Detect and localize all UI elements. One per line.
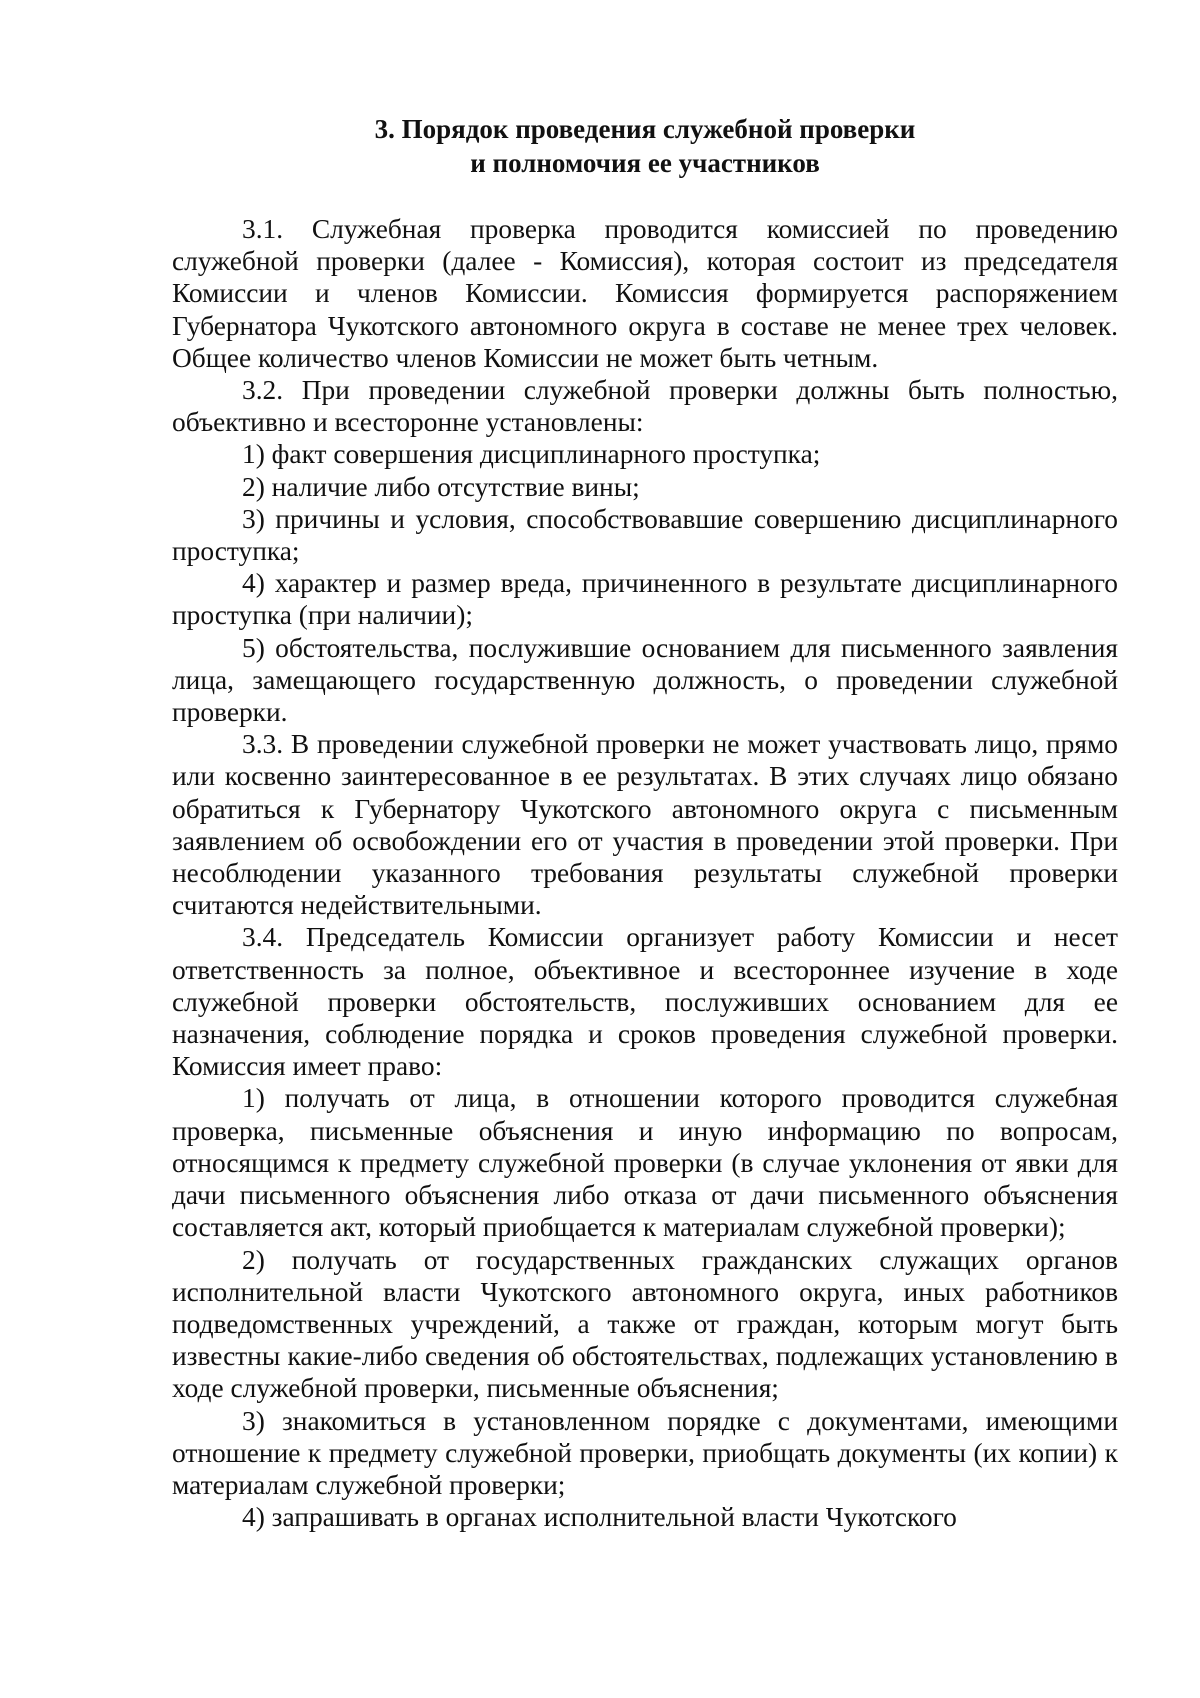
list-item-3-4-2: 2) получать от государственных гражданских служащих органов исполнительной власти Чукотского автономного округа, иных работников подведомственных учреждений, а также от граждан, которым могут быть известны какие-либо сведения об обстоятельствах, подлежащих установлению в ходе служебной проверки, письменные объяснения;: [172, 1244, 1118, 1404]
section-heading: [172, 112, 1118, 180]
list-item-3-2-3: 3) причины и условия, способствовавшие совершению дисциплинарного проступка;: [172, 503, 1118, 567]
paragraph-3-1: 3.1. Служебная проверка проводится комиссией по проведению служебной проверки (далее - Комиссия), которая состоит из председателя Комиссии и членов Комиссии. Комиссия формируется распоряжением Губернатора Чукотского автономного округа в составе не менее трех человек. Общее количество членов Комиссии не может быть четным.: [172, 214, 1118, 373]
paragraph-3-2: 3.2. При проведении служебной проверки должны быть полностью, объективно и всесторонне установлены:: [172, 375, 1118, 438]
list-item-3-2-4: 4) характер и размер вреда, причиненного в результате дисциплинарного проступка (при наличии);: [172, 568, 1118, 631]
document-body: [172, 213, 1118, 1533]
section-heading-line-1: 3. Порядок проведения служебной проверки: [374, 114, 916, 144]
list-item-3-2-5: 5) обстоятельства, послужившие основанием для письменного заявления лица, замещающего государственную должность, о проведении служебной проверки.: [172, 632, 1118, 728]
list-item-3-4-3: 3) знакомиться в установленном порядке с документами, имеющими отношение к предмету служебной проверки, приобщать документы (их копии) к материалам служебной проверки;: [172, 1405, 1118, 1500]
list-item-3-2-1: 1) факт совершения дисциплинарного проступка;: [242, 439, 821, 470]
paragraph-3-3: 3.3. В проведении служебной проверки не может участвовать лицо, прямо или косвенно заинтересованное в ее результатах. В этих случаях лицо обязано обратиться к Губернатору Чукотского автономного округа с письменным заявлением об освобождении его от участия в проведении этой проверки. При несоблюдении указанного требования результаты служебной проверки считаются недействительными.: [172, 729, 1118, 921]
list-item-3-4-1: 1) получать от лица, в отношении которого проводится служебная проверка, письменные объяснения и иную информацию по вопросам, относящимся к предмету служебной проверки (в случае уклонения от явки для дачи письменного объяснения либо отказа от дачи письменного объяснения составляется акт, который приобщается к материалам служебной проверки);: [172, 1083, 1118, 1243]
section-heading-line-2: и полномочия ее участников: [470, 148, 820, 178]
list-item-3-2-2: 2) наличие либо отсутствие вины;: [242, 471, 640, 502]
list-item-3-4-4: 4) запрашивать в органах исполнительной власти Чукотского: [242, 1502, 957, 1533]
paragraph-3-4: 3.4. Председатель Комиссии организует работу Комиссии и несет ответственность за полное, объективное и всестороннее изучение в ходе служебной проверки обстоятельств, послуживших основанием для ее назначения, соблюдение порядка и сроков проведения служебной проверки. Комиссия имеет право:: [172, 922, 1118, 1082]
